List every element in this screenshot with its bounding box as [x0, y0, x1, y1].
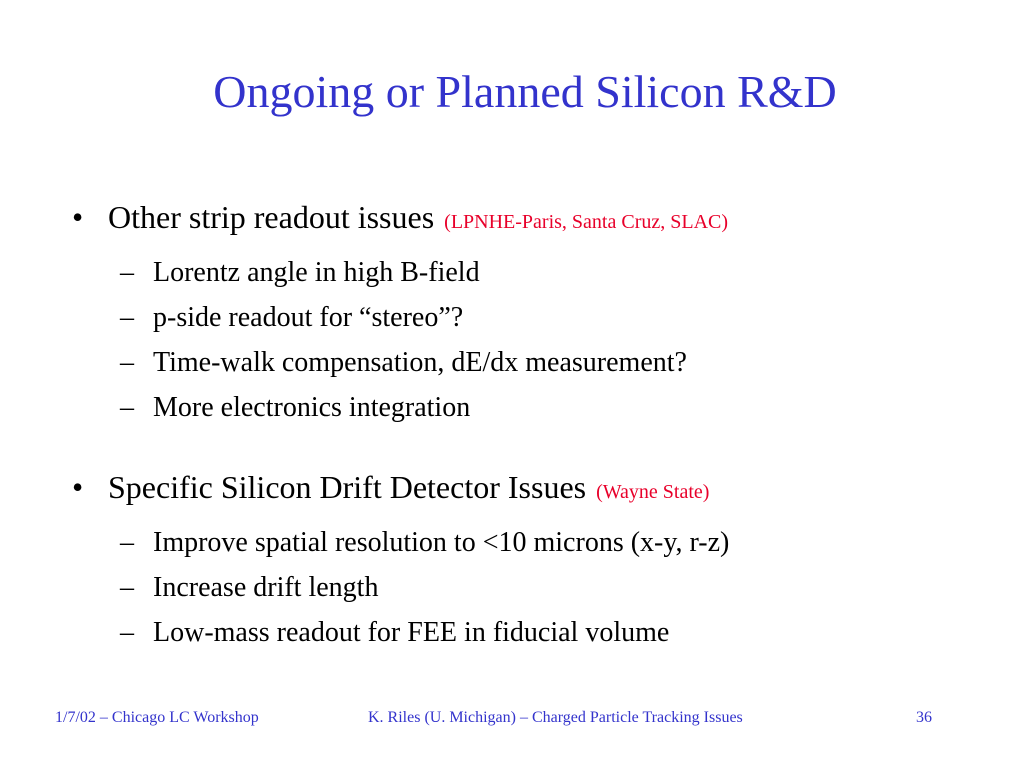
bullet-text: Other strip readout issues	[108, 199, 435, 235]
sub-item-marker: –	[120, 527, 134, 558]
sub-item-marker: –	[120, 392, 134, 423]
sub-item-text: Improve spatial resolution to <10 microns (x-y, r-z)	[153, 527, 730, 558]
sub-item-marker: –	[120, 302, 134, 333]
sub-item-text: More electronics integration	[153, 392, 471, 423]
sub-item-text: Time-walk compensation, dE/dx measurement?	[153, 347, 687, 378]
footer-page-number: 36	[916, 709, 932, 726]
sub-list	[72, 520, 972, 655]
bullet-section-strip-readout	[72, 195, 972, 430]
sub-item	[72, 565, 972, 610]
bullet-section-drift-detector	[72, 465, 972, 655]
sub-item-text: Low-mass readout for FEE in fiducial volume	[153, 617, 670, 648]
slide-title: Ongoing or Planned Silicon R&D	[213, 66, 837, 117]
sub-item-text: Lorentz angle in high B-field	[153, 257, 480, 288]
bullet-note: (LPNHE-Paris, Santa Cruz, SLAC)	[444, 211, 729, 233]
sub-item-marker: –	[120, 572, 134, 603]
bullet-marker: •	[72, 469, 84, 505]
sub-item-marker: –	[120, 257, 134, 288]
bullet-item	[72, 465, 972, 514]
bullet-note: (Wayne State)	[596, 481, 710, 503]
bullet-item	[72, 195, 972, 244]
footer-date-event: 1/7/02 – Chicago LC Workshop	[55, 709, 259, 726]
sub-item-marker: –	[120, 347, 134, 378]
sub-item	[72, 520, 972, 565]
sub-item	[72, 295, 972, 340]
sub-item-text: Increase drift length	[153, 572, 379, 603]
sub-item	[72, 250, 972, 295]
sub-item	[72, 610, 972, 655]
footer-author-topic: K. Riles (U. Michigan) – Charged Particle Tracking Issues	[368, 709, 743, 726]
sub-item-marker: –	[120, 617, 134, 648]
sub-item	[72, 385, 972, 430]
sub-item	[72, 340, 972, 385]
bullet-text: Specific Silicon Drift Detector Issues	[108, 469, 587, 505]
sub-list	[72, 250, 972, 430]
sub-item-text: p-side readout for “stereo”?	[153, 302, 464, 333]
bullet-marker: •	[72, 199, 84, 235]
